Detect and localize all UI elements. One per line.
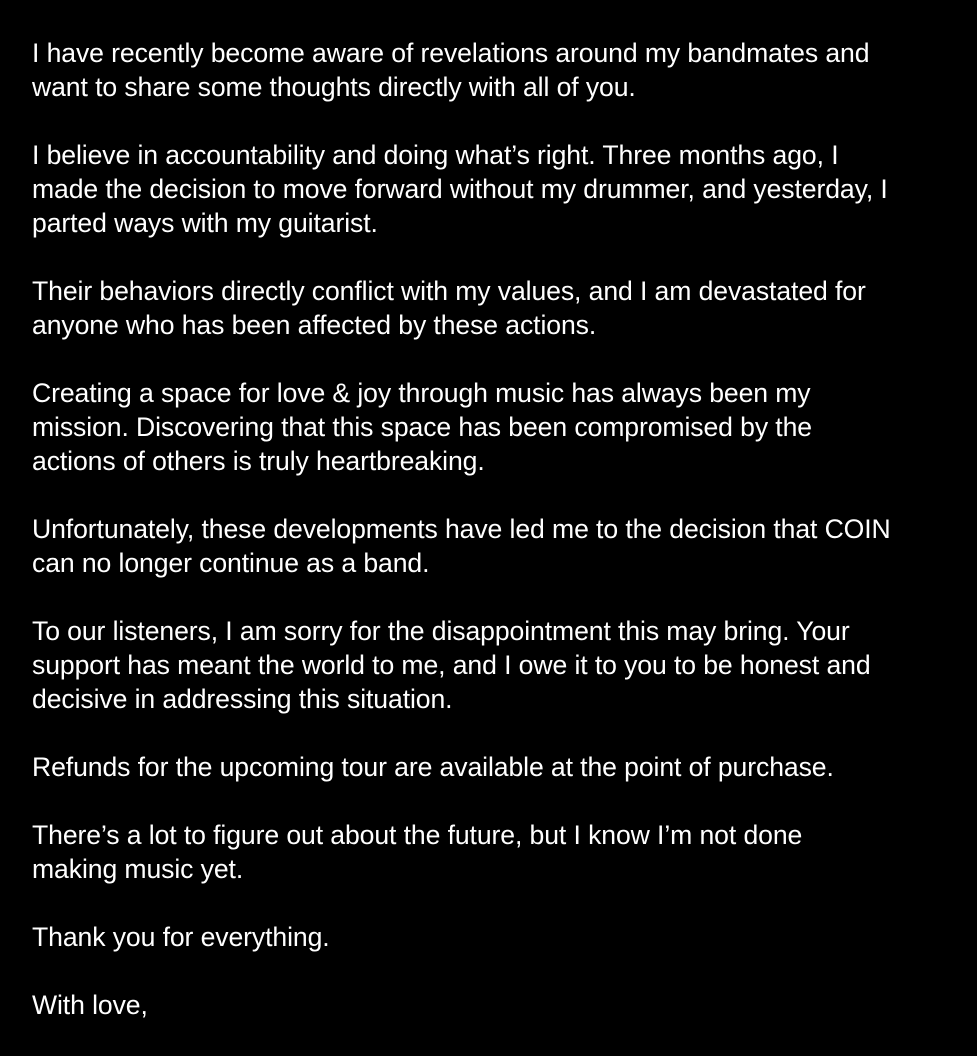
paragraph-decision: Unfortunately, these developments have led me to the decision that COIN can no longer continue as a band. (32, 514, 891, 578)
paragraph-values: Their behaviors directly conflict with my values, and I am devastated for anyone who has been affected by these actions. (32, 276, 866, 340)
paragraph-thanks: Thank you for everything. (32, 922, 330, 952)
paragraph-accountability: I believe in accountability and doing what’s right. Three months ago, I made the decision to move forward without my drummer, and yesterday, I parted ways with my guitarist. (32, 140, 888, 238)
paragraph-future: There’s a lot to figure out about the future, but I know I’m not done making music yet. (32, 820, 803, 884)
paragraph-awareness: I have recently become aware of revelations around my bandmates and want to share some thoughts directly with all of you. (32, 38, 870, 102)
paragraph-mission: Creating a space for love & joy through music has always been my mission. Discovering that this space has been compromised by the actions of others is truly heartbreaking. (32, 378, 812, 476)
paragraph-listeners: To our listeners, I am sorry for the disappointment this may bring. Your support has meant the world to me, and I owe it to you to be honest and decisive in addressing this situation. (32, 616, 871, 714)
statement-body (32, 36, 962, 1056)
paragraph-refunds: Refunds for the upcoming tour are available at the point of purchase. (32, 752, 834, 782)
paragraph-signoff: With love, (32, 990, 148, 1020)
